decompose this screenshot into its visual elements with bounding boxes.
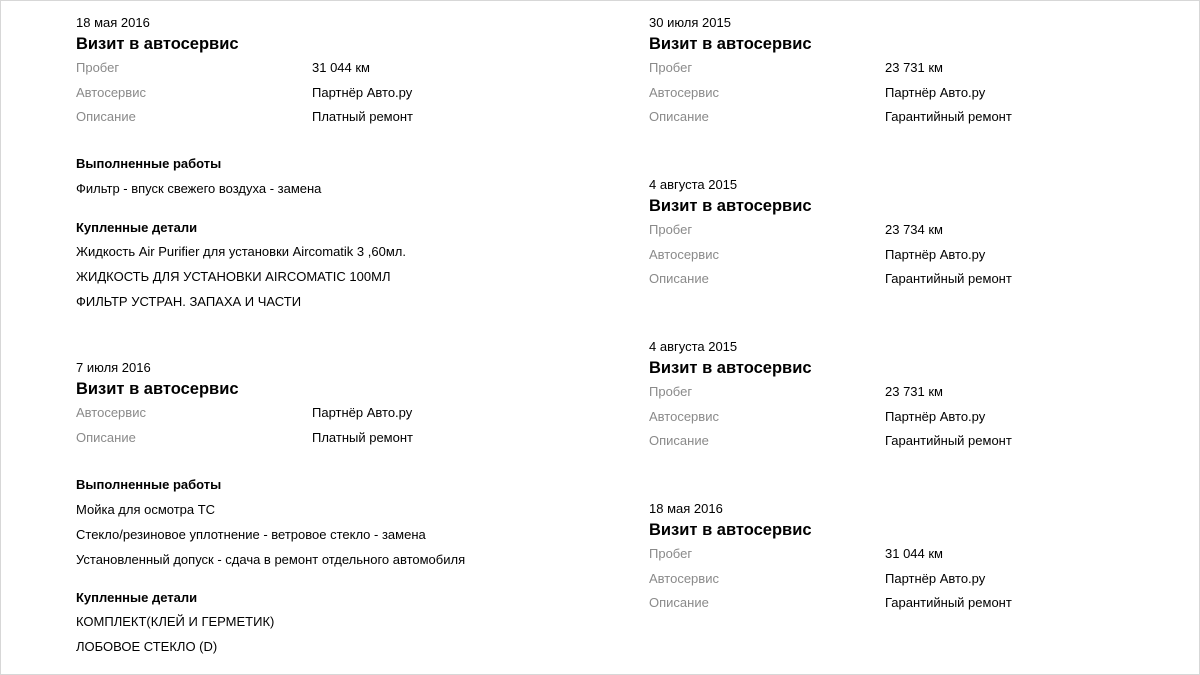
field-value: Партнёр Авто.ру (885, 570, 986, 586)
field-row-service (76, 85, 596, 110)
visit-title: Визит в автосервис (649, 521, 812, 539)
field-label: Автосервис (649, 84, 719, 100)
field-row-description (649, 271, 1169, 296)
field-label: Описание (76, 109, 136, 125)
field-row-mileage (76, 60, 596, 85)
field-row-description (76, 109, 596, 134)
visit-fields (76, 60, 596, 134)
field-label: Описание (649, 271, 709, 287)
visit-fields (649, 222, 1169, 296)
works-section-title: Выполненные работы (76, 156, 222, 171)
visit-fields (76, 405, 596, 454)
field-value: Партнёр Авто.ру (312, 84, 413, 100)
field-label: Автосервис (76, 405, 146, 420)
visit-title: Визит в автосервис (649, 35, 812, 53)
visit-date: 18 мая 2016 (649, 501, 723, 516)
field-value: 23 734 км (885, 222, 943, 237)
visit-fields (649, 60, 1169, 134)
parts-section-title: Купленные детали (76, 590, 198, 605)
field-row-mileage (649, 546, 1169, 571)
work-item: Установленный допуск - сдача в ремонт отдельного автомобиля (76, 551, 466, 567)
field-value: 31 044 км (312, 60, 370, 75)
part-item: ЖИДКОСТЬ ДЛЯ УСТАНОВКИ AIRCOMATIC 100МЛ (76, 268, 391, 284)
field-value: Платный ремонт (312, 429, 413, 445)
field-row-service (649, 247, 1169, 272)
field-label: Описание (76, 429, 136, 445)
field-label: Описание (649, 109, 709, 125)
field-value: Гарантийный ремонт (885, 433, 1012, 449)
visit-date: 4 августа 2015 (649, 339, 738, 354)
field-value: Гарантийный ремонт (885, 109, 1012, 125)
visit-fields (649, 384, 1169, 458)
field-value: Гарантийный ремонт (885, 271, 1012, 287)
part-item: ФИЛЬТР УСТРАН. ЗАПАХА И ЧАСТИ (76, 293, 302, 309)
field-row-mileage (649, 222, 1169, 247)
field-row-description (649, 595, 1169, 620)
field-label: Автосервис (649, 246, 719, 262)
visit-date: 4 августа 2015 (649, 177, 738, 192)
visit-title: Визит в автосервис (76, 380, 239, 398)
parts-section-title: Купленные детали (76, 220, 198, 235)
field-label: Описание (649, 595, 709, 611)
field-row-service (649, 409, 1169, 434)
field-label: Пробег (76, 60, 120, 75)
field-value: 23 731 км (885, 384, 943, 399)
field-row-description (649, 109, 1169, 134)
field-value: Платный ремонт (312, 109, 413, 125)
field-row-description (76, 430, 596, 455)
field-value: 31 044 км (885, 546, 943, 561)
works-list (76, 181, 596, 206)
visit-title: Визит в автосервис (649, 359, 812, 377)
field-label: Пробег (649, 60, 693, 75)
field-label: Автосервис (649, 408, 719, 424)
field-value: Партнёр Авто.ру (885, 84, 986, 100)
part-item: КОМПЛЕКТ(КЛЕЙ И ГЕРМЕТИК) (76, 614, 275, 629)
field-value: Гарантийный ремонт (885, 595, 1012, 611)
field-row-service (76, 405, 596, 430)
field-value: Партнёр Авто.ру (885, 408, 986, 424)
part-item: ЛОБОВОЕ СТЕКЛО (D) (76, 638, 218, 654)
parts-list (76, 614, 596, 664)
visit-fields (649, 546, 1169, 620)
works-section-title: Выполненные работы (76, 477, 222, 492)
visit-date: 30 июля 2015 (649, 15, 731, 30)
field-row-service (649, 571, 1169, 596)
work-item: Фильтр - впуск свежего воздуха - замена (76, 181, 322, 196)
field-row-service (649, 85, 1169, 110)
work-item: Мойка для осмотра ТС (76, 502, 216, 517)
field-label: Пробег (649, 546, 693, 561)
field-label: Автосервис (649, 570, 719, 586)
visit-date: 18 мая 2016 (76, 15, 150, 30)
field-value: 23 731 км (885, 60, 943, 75)
field-value: Партнёр Авто.ру (312, 405, 413, 420)
field-row-mileage (649, 60, 1169, 85)
field-label: Пробег (649, 384, 693, 399)
field-row-description (649, 433, 1169, 458)
field-value: Партнёр Авто.ру (885, 246, 986, 262)
field-label: Описание (649, 433, 709, 449)
visit-date: 7 июля 2016 (76, 360, 151, 375)
visit-title: Визит в автосервис (649, 197, 812, 215)
field-row-mileage (649, 384, 1169, 409)
field-label: Автосервис (76, 84, 146, 100)
work-item: Стекло/резиновое уплотнение - ветровое стекло - замена (76, 526, 426, 542)
field-label: Пробег (649, 222, 693, 237)
visit-title: Визит в автосервис (76, 35, 239, 53)
parts-list (76, 244, 596, 318)
works-list (76, 502, 596, 576)
part-item: Жидкость Air Purifier для установки Aircomatik 3 ,60мл. (76, 244, 406, 259)
